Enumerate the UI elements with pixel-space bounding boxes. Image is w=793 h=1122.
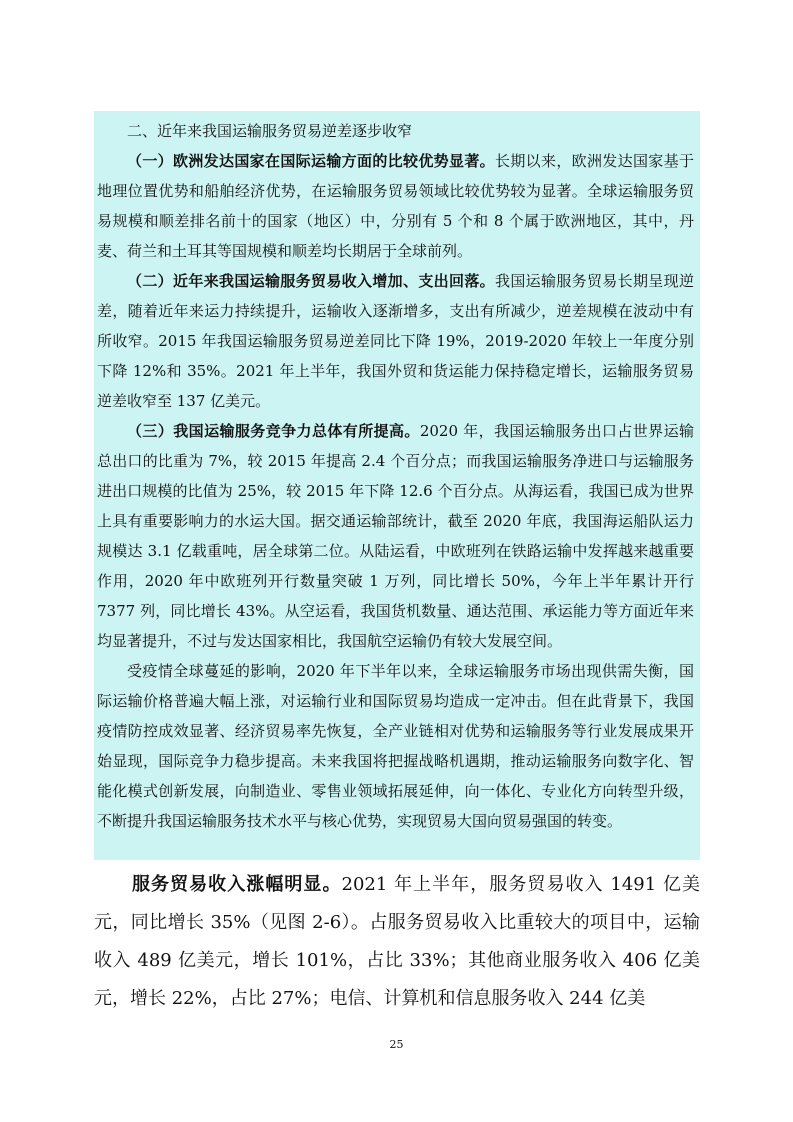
- main-lead: 服务贸易收入涨幅明显。: [132, 874, 342, 895]
- main-text: 2021 年上半年，服务贸易收入 1491 亿美元，同比增长 35%（见图 2-6）。占服务贸易收入比重较大的项目中，运输收入 489 亿美元，增长 101%，占比 33%；其他商业服务收入 406 亿美元，增长 22%，占比 27%；电信、计算机和信息服务收入 244 亿美: [94, 874, 700, 1009]
- paragraph-lead: （二）近年来我国运输服务贸易收入增加、支出回落。: [127, 272, 495, 290]
- main-paragraph: [94, 866, 700, 1018]
- box-paragraph-3: [97, 416, 694, 656]
- box-paragraph-1: [97, 146, 694, 266]
- box-paragraph-2: [97, 266, 694, 416]
- paragraph-lead: （一）欧洲发达国家在国际运输方面的比较优势显著。: [127, 152, 495, 170]
- paragraph-lead: （三）我国运输服务竞争力总体有所提高。: [127, 422, 420, 440]
- box-paragraph-4: [97, 656, 694, 836]
- highlight-box: [94, 111, 700, 860]
- paragraph-text: 2020 年，我国运输服务出口占世界运输总出口的比重为 7%，较 2015 年提高 2.4 个百分点；而我国运输服务净进口与运输服务进出口规模的比值为 25%，较 2015 年下降 12.6 个百分点。从海运看，我国已成为世界上具有重要影响力的水运大国。据交通运输部统计，截至 2020 年底，我国海运船队运力规模达 3.1 亿载重吨，居全球第二位。从陆运看，中欧班列在铁路运输中发挥越来越重要作用，2020 年中欧班列开行数量突破 1 万列，同比增长 50%，今年上半年累计开行 7377 列，同比增长 43%。从空运看，我国货机数量、通达范围、承运能力等方面近年来均显著提升，不过与发达国家相比，我国航空运输仍有较大发展空间。: [97, 422, 694, 650]
- paragraph-text: 受疫情全球蔓延的影响，2020 年下半年以来，全球运输服务市场出现供需失衡，国际运输价格普遍大幅上涨，对运输行业和国际贸易均造成一定冲击。但在此背景下，我国疫情防控成效显著、经济贸易率先恢复，全产业链相对优势和运输服务等行业发展成果开始显现，国际竞争力稳步提高。未来我国将把握战略机遇期，推动运输服务向数字化、智能化模式创新发展，向制造业、零售业领域拓展延伸，向一体化、专业化方向转型升级，不断提升我国运输服务技术水平与核心优势，实现贸易大国向贸易强国的转变。: [97, 662, 694, 830]
- paragraph-text: 我国运输服务贸易长期呈现逆差，随着近年来运力持续提升，运输收入逐渐增多，支出有所减少，逆差规模在波动中有所收窄。2015 年我国运输服务贸易逆差同比下降 19%，2019-2020 年较上一年度分别下降 12%和 35%。2021 年上半年，我国外贸和货运能力保持稳定增长，运输服务贸易逆差收窄至 137 亿美元。: [97, 272, 694, 410]
- page-number: 25: [389, 1038, 404, 1051]
- paragraph-text: 长期以来，欧洲发达国家基于地理位置优势和船舶经济优势，在运输服务贸易领域比较优势较为显著。全球运输服务贸易规模和顺差排名前十的国家（地区）中，分别有 5 个和 8 个属于欧洲地区，其中，丹麦、荷兰和土耳其等国规模和顺差均长期居于全球前列。: [97, 152, 694, 260]
- main-body: [94, 866, 700, 1018]
- box-heading: 二、近年来我国运输服务贸易逆差逐步收窄: [127, 122, 413, 140]
